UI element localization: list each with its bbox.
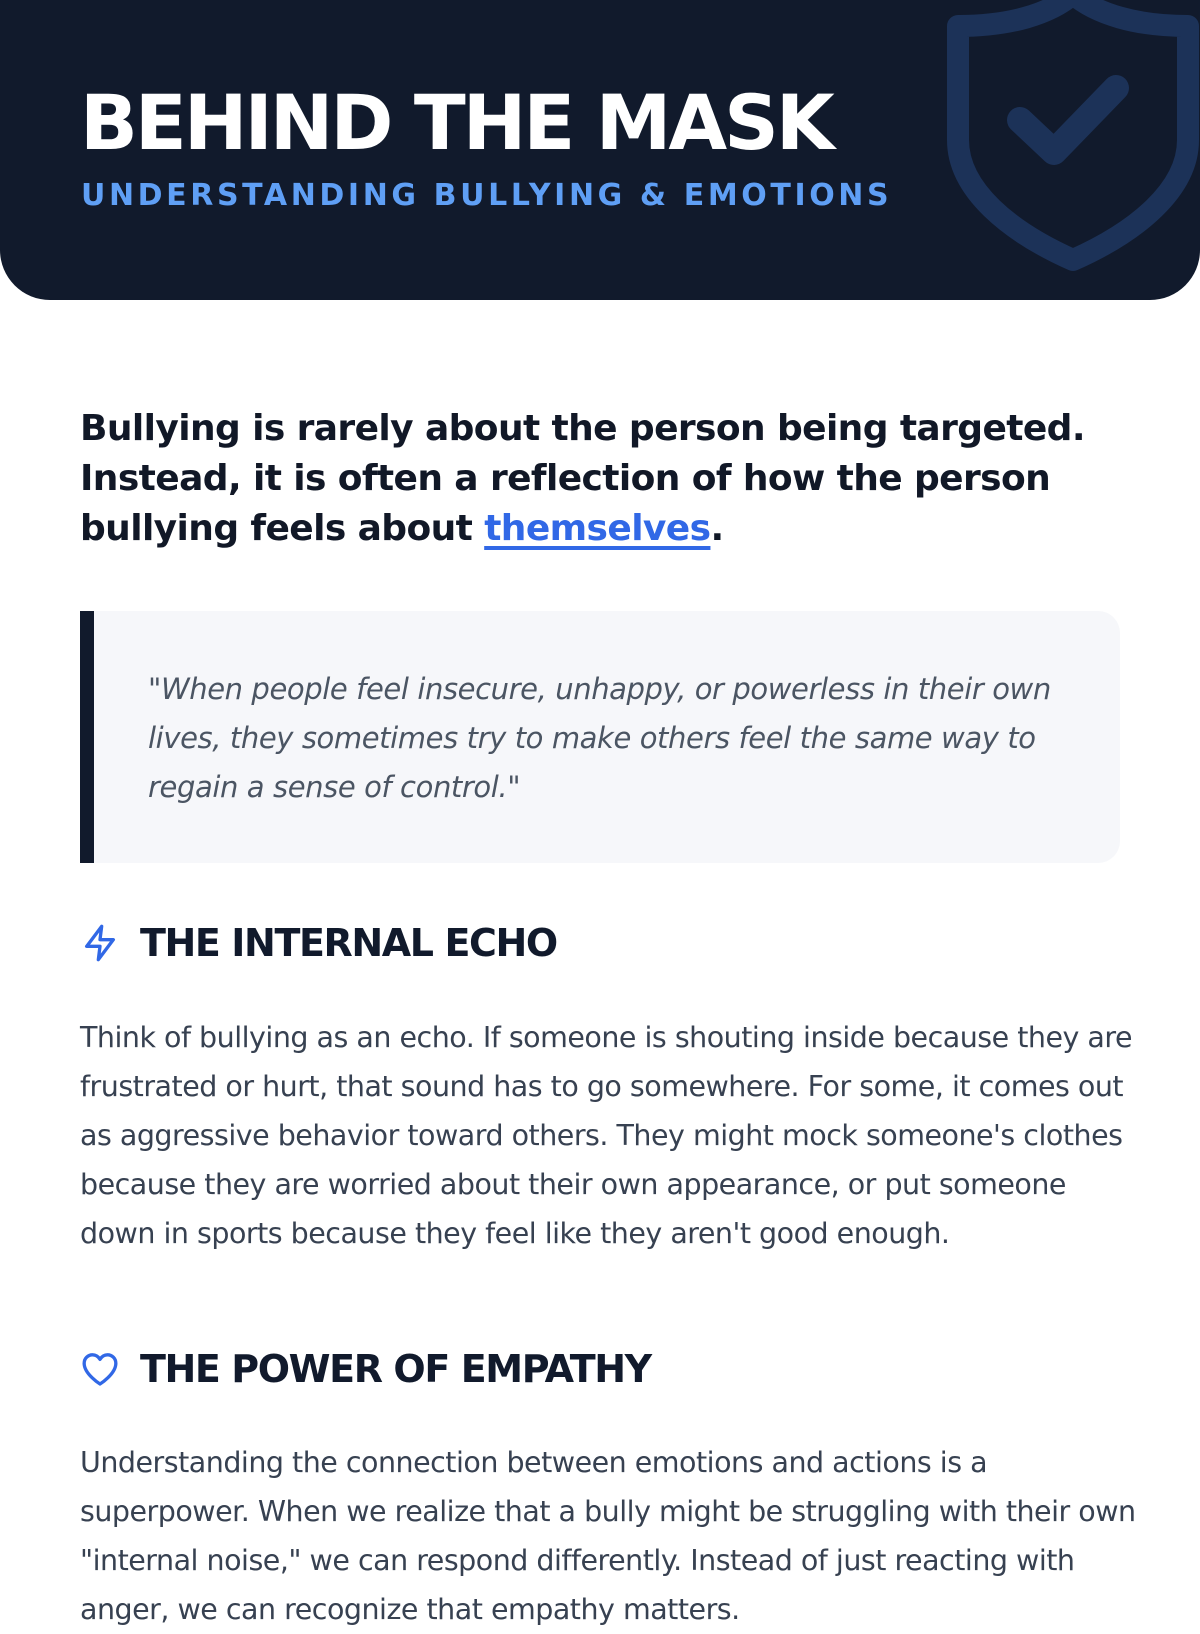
highlight-themselves: themselves xyxy=(484,508,711,549)
page-subtitle: UNDERSTANDING BULLYING & EMOTIONS xyxy=(81,178,893,213)
hero-header xyxy=(0,0,1200,300)
lightning-icon xyxy=(80,923,120,963)
section-title-empathy: THE POWER OF EMPATHY xyxy=(140,1347,651,1391)
page-title: BEHIND THE MASK xyxy=(80,78,832,167)
quote-callout xyxy=(80,611,1120,863)
section-heading-internal-echo xyxy=(80,915,557,971)
quote-text: "When people feel insecure, unhappy, or powerless in their own lives, they sometimes try to make others feel the same way to regain a sense of control." xyxy=(148,672,1051,804)
intro-text: Bullying is rarely about the person being targeted. Instead, it is often a reflection of how the person bullying feels about xyxy=(80,408,1085,549)
heart-icon xyxy=(80,1349,120,1389)
intro-period: . xyxy=(710,508,724,549)
shield-check-icon xyxy=(940,0,1200,280)
section-heading-empathy xyxy=(80,1341,651,1397)
section-body-empathy: Understanding the connection between emotions and actions is a superpower. When we realize that a bully might be struggling with their own "internal noise," we can respond differently. Instead of just reacting with anger, we can recognize that empathy matters. xyxy=(80,1446,1136,1626)
intro-statement xyxy=(80,404,1140,554)
section-title-internal-echo: THE INTERNAL ECHO xyxy=(140,921,557,965)
section-body-internal-echo: Think of bullying as an echo. If someone is shouting inside because they are frustrated or hurt, that sound has to go somewhere. For some, it comes out as aggressive behavior toward others. They might mock someone's clothes because they are worried about their own appearance, or put someone down in sports because they feel like they aren't good enough. xyxy=(80,1021,1133,1250)
